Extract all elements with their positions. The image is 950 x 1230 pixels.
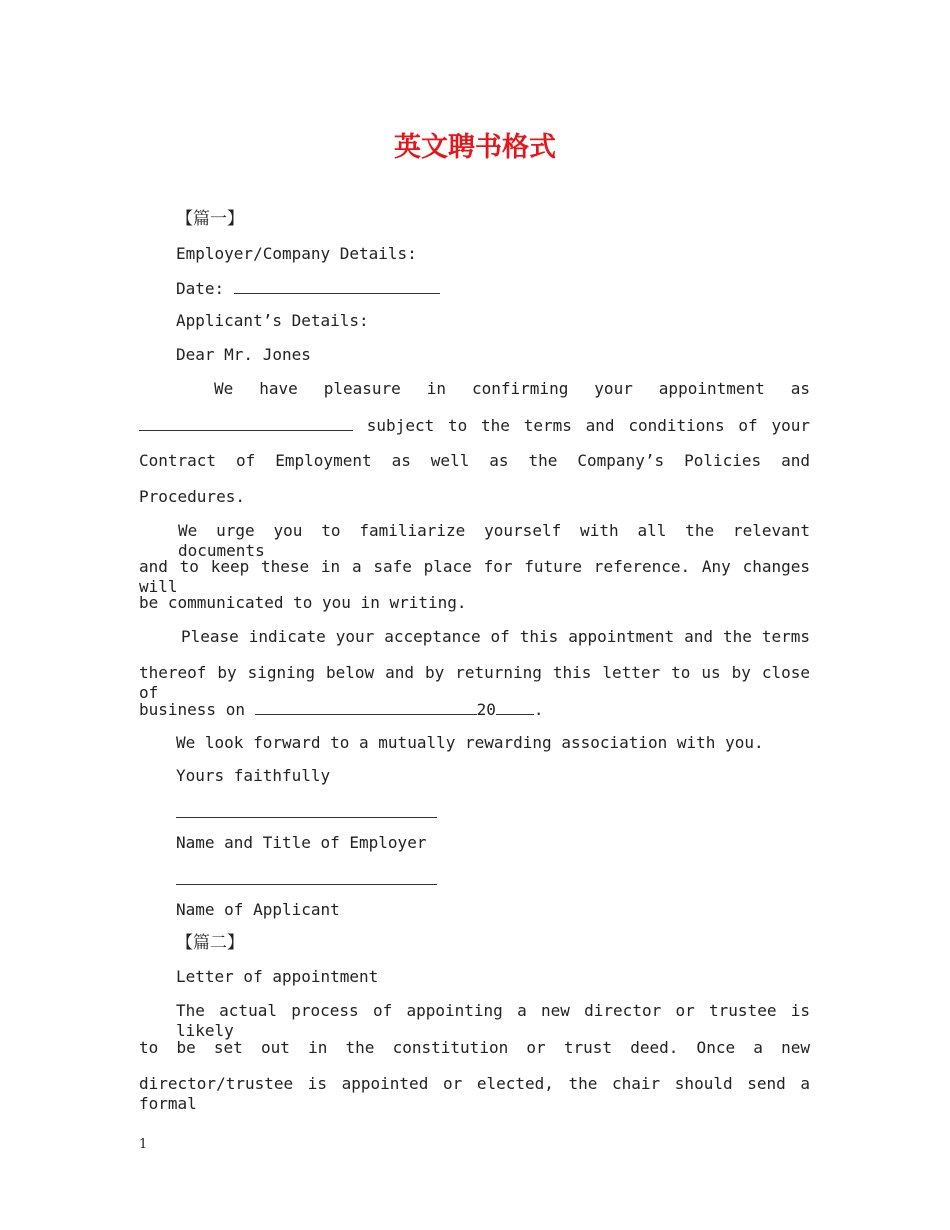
- closing: Yours faithfully: [176, 766, 331, 785]
- page-number: 1: [139, 1137, 148, 1152]
- paragraph-line: to be set out in the constitution or trust deed. Once a new: [139, 1038, 810, 1057]
- paragraph-line: thereof by signing below and by returning this letter to us by close of: [139, 663, 810, 702]
- paragraph-line: and to keep these in a safe place for future reference. Any changes will: [139, 557, 810, 596]
- paragraph-line: director/trustee is appointed or elected, the chair should send a formal: [139, 1074, 810, 1113]
- employer-signature-line: [176, 817, 437, 818]
- section-subtitle: Letter of appointment: [176, 967, 379, 986]
- section-heading-2: 【篇二】: [176, 933, 244, 953]
- year-prefix: 20: [476, 700, 496, 719]
- date-field: [176, 278, 440, 299]
- paragraph-line: The actual process of appointing a new director or trustee is likely: [176, 1001, 810, 1040]
- paragraph-line: Contract of Employment as well as the Company’s Policies and: [139, 451, 810, 470]
- deadline-blank: [255, 699, 477, 715]
- closing-remark: We look forward to a mutually rewarding association with you.: [176, 733, 764, 752]
- paragraph-text: business on: [139, 700, 255, 719]
- employer-signature-label: Name and Title of Employer: [176, 833, 427, 852]
- date-label: Date:: [176, 279, 234, 298]
- paragraph-line: We have pleasure in confirming your appointment as: [214, 379, 810, 398]
- paragraph-line: [139, 415, 810, 436]
- paragraph-line: be communicated to you in writing.: [139, 593, 467, 612]
- document-title: 英文聘书格式: [394, 132, 556, 163]
- employer-details-label: Employer/Company Details:: [176, 244, 417, 263]
- applicant-details-label: Applicant’s Details:: [176, 311, 369, 330]
- section-heading-1: 【篇一】: [176, 209, 244, 229]
- paragraph-text: .: [533, 700, 544, 719]
- applicant-signature-label: Name of Applicant: [176, 900, 340, 919]
- paragraph-line: Please indicate your acceptance of this appointment and the terms: [181, 627, 810, 646]
- year-blank: [496, 699, 534, 715]
- paragraph-text: subject to the terms and conditions of your: [366, 416, 810, 435]
- position-blank: [139, 415, 353, 431]
- applicant-signature-line: [176, 884, 437, 885]
- paragraph-line: [139, 699, 544, 720]
- salutation: Dear Mr. Jones: [176, 345, 311, 364]
- date-blank: [234, 278, 440, 294]
- paragraph-line: Procedures.: [139, 487, 245, 506]
- paragraph-line: We urge you to familiarize yourself with all the relevant documents: [178, 521, 810, 560]
